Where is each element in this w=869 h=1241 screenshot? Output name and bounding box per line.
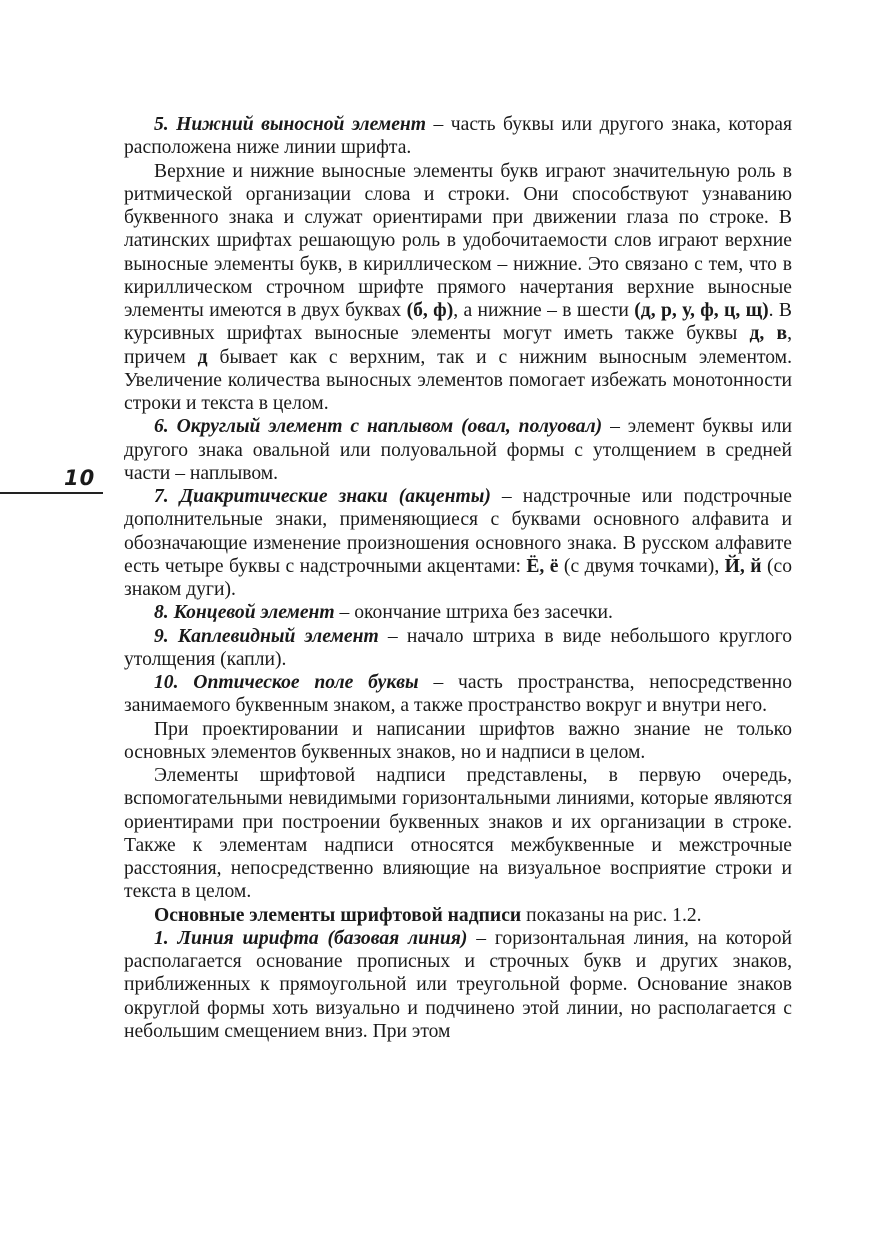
text-run: – начало штриха в виде небольшого круглого утолщения (капли). [124,625,792,670]
paragraph-oval-element [124,415,792,485]
term-heading: 7. Диакритические знаки (акценты) [154,486,491,507]
text-run: При проектировании и написании шрифтов важно знание не только основных элементов буквенных знаков, но и надписи в целом. [124,718,792,763]
text-run: (со знаком дуги). [124,555,793,600]
paragraph-lettering-elements [124,764,792,904]
term-heading: 9. Каплевидный элемент [154,625,379,647]
paragraph-teardrop-element [124,625,792,672]
text-run: – часть буквы или другого знака, которая расположена ниже линии шрифта. [124,114,792,159]
paragraph-figure-reference [124,904,792,927]
text-run: . В курсивных шрифтах выносные элементы могут иметь также буквы [124,300,793,345]
term-heading: 10. Оптическое поле буквы [154,672,419,693]
text-run: (с двумя точками), [558,555,725,577]
bold-text: д, в [749,323,788,345]
text-run: показаны на рис. 1.2. [521,904,702,926]
page-number-rule [0,492,103,494]
bold-text: Основные элементы шрифтовой надписи [154,904,522,926]
term-heading: 8. Концевой элемент [154,602,335,624]
paragraph-diacritics [124,485,792,601]
bold-text: (б, ф) [406,300,454,321]
paragraph-optical-field [124,671,792,718]
term-heading: 5. Нижний выносной элемент [154,114,427,135]
text-run: бывает как с верхним, так и с нижним выносным элементом. Увеличение количества выносных элементов помогает избежать монотонности строки и текста в целом. [124,346,792,414]
term-heading: 1. Линия шрифта (базовая линия) [154,927,468,949]
text-run: – надстрочные или подстрочные дополнительные знаки, применяющиеся с буквами основного алфавита и обозначающие изменение произношения основного знака. В русском алфавите есть четыре буквы с надстрочными акцентами: [124,486,792,577]
text-run: , причем [124,323,792,368]
text-run: Верхние и нижние выносные элементы букв играют значительную роль в ритмической организации слова и строки. Они способствуют узнаванию буквенного знака и служат ориентирами при движении глаза по строке. В латинских шрифтах решающую роль в удобочитаемости слов играют верхние выносные элементы букв, в кириллическом – нижние. Это связано с тем, что в кириллическом строчном шрифте прямого начертания верхние выносные элементы имеются в двух буквах [124,160,792,321]
bold-text: Ё, ё [526,555,559,577]
text-run: , а нижние – в шести [453,300,635,321]
paragraph-descender [124,113,792,160]
body-text [124,113,792,1043]
text-run: Элементы шрифтовой надписи представлены, в первую очередь, вспомогательными невидимыми горизонтальными линиями, которые являются ориентирами при построении буквенных знаков и их организации в строке. Также к элементам надписи относятся межбуквенные и межстрочные расстояния, непосредственно влияющие на визуальное восприятие строки и текста в целом. [124,765,792,903]
paragraph-lettering-design [124,718,792,765]
bold-text: Й, й [724,555,762,577]
paragraph-ascenders-descenders-role [124,160,792,416]
text-run: – элемент буквы или другого знака овальной или полуовальной формы с утолщением в средней части – наплывом. [124,416,792,484]
page-number: 10 [64,466,96,490]
bold-text: д [197,346,208,368]
text-run: – окончание штриха без засечки. [334,602,613,624]
text-run: – часть пространства, непосредственно занимаемого буквенным знаком, а также пространство вокруг и внутри него. [124,672,792,717]
paragraph-baseline [124,927,792,1043]
bold-text: (д, р, у, ф, ц, щ) [634,300,769,321]
term-heading: 6. Округлый элемент с наплывом (овал, полуовал) [154,416,603,438]
text-run: – горизонтальная линия, на которой располагается основание прописных и строчных букв и других знаков, приближенных к прямоугольной или треугольной форме. Основание знаков округлой формы хоть визуально и подчинено этой линии, но располагается с небольшим смещением вниз. При этом [124,927,792,1042]
paragraph-terminal-element [124,601,792,624]
